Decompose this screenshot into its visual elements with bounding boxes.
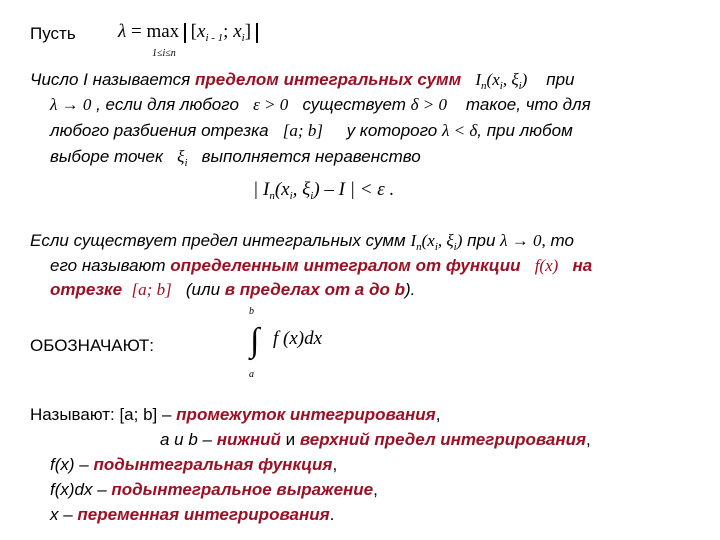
names-line-4 xyxy=(50,480,378,500)
lower-limit: a xyxy=(249,369,254,380)
def-text-2a: , если для любого xyxy=(96,95,239,114)
int-text-2a: его называют xyxy=(50,256,171,275)
term-on: на xyxy=(572,256,593,275)
notation-label: ОБОЗНАЧАЮТ: xyxy=(30,336,154,355)
int-text-1a: Если существует предел интегральных сумм xyxy=(30,231,406,250)
integrand-expression: f (x)dx xyxy=(273,328,323,349)
int-lambda: λ → 0, xyxy=(500,231,546,250)
segment-ab-red: [a; b] xyxy=(131,280,172,299)
names-comma-2: , xyxy=(586,430,591,449)
limit-inequality xyxy=(253,180,394,202)
lambda-definition xyxy=(118,22,258,44)
term-upper-limit: верхний предел интегрирования xyxy=(299,430,587,449)
int-pri: при xyxy=(467,231,496,250)
epsilon-cond: ε > 0 xyxy=(253,95,289,114)
func-fx: f(x) xyxy=(534,256,559,275)
ineq-args: (x xyxy=(274,179,290,200)
int-xi: , ξ xyxy=(437,231,454,250)
bracket-close: ] xyxy=(244,21,252,42)
paren-close: ) xyxy=(521,70,528,89)
names-text-2a: a и b – xyxy=(160,430,217,449)
int-In: I xyxy=(410,231,417,250)
def-text-4a: выборе точек xyxy=(50,147,163,166)
names-and: и xyxy=(280,430,300,449)
segment-ab: [a; b] xyxy=(282,121,323,140)
term-integration-variable: переменная интегрирования xyxy=(77,505,330,524)
term-integrand-function: подынтегральная функция xyxy=(93,455,333,474)
ineq-i2: i xyxy=(310,190,314,202)
def-pri: при xyxy=(546,70,575,89)
int-text-3b: ). xyxy=(404,280,416,299)
term-integral-sum-limit: пределом интегральных сумм xyxy=(194,70,462,89)
int-n: n xyxy=(416,241,422,253)
names-line-1 xyxy=(30,405,440,425)
def-text-2c: такое, что для xyxy=(465,95,591,114)
def-text-3a: любого разбиения отрезка xyxy=(50,121,269,140)
delta-cond: δ > 0 xyxy=(410,95,447,114)
names-comma-4: , xyxy=(373,480,378,499)
int-text-3a: (или xyxy=(185,280,225,299)
ineq-open: | I xyxy=(253,179,270,200)
upper-limit: b xyxy=(249,306,254,317)
max-operator: max xyxy=(146,21,180,42)
def-text-3b: у которого xyxy=(346,121,438,140)
ineq-xi: , ξ xyxy=(292,179,311,200)
names-text-3a: f(x) – xyxy=(50,455,94,474)
term-limits-a-b: в пределах от a до b xyxy=(224,280,405,299)
term-integrand-expression: подынтегральное выражение xyxy=(111,480,374,499)
index-i: i xyxy=(241,32,245,44)
term-integration-interval: промежуток интегрирования xyxy=(176,405,436,424)
abs-bar-right2 xyxy=(257,23,258,43)
bracket-open: [ xyxy=(190,21,197,42)
integral-line-3 xyxy=(50,280,415,300)
def-text-4b: выполняется неравенство xyxy=(201,147,421,166)
int-to: то xyxy=(550,231,574,250)
i-subscript: i xyxy=(499,80,503,92)
In-symbol: I xyxy=(475,70,482,89)
def-text-1: Число I называется xyxy=(30,70,195,89)
def-line-3 xyxy=(50,121,573,141)
def-text-2b: существует xyxy=(302,95,406,114)
x-variable-2: x xyxy=(233,21,242,42)
int-close: ) xyxy=(456,231,463,250)
index-i-minus-1: i - 1 xyxy=(205,32,224,44)
let-label: Пусть xyxy=(30,24,76,43)
def-line-1 xyxy=(30,70,575,92)
i-subscript-2: i xyxy=(518,80,522,92)
separator: ; xyxy=(223,21,234,42)
args: (x xyxy=(486,70,500,89)
lambda-less-delta: λ < δ xyxy=(442,121,478,140)
equals-sign: = xyxy=(130,21,142,42)
let-line xyxy=(30,24,76,44)
lambda-to-zero: λ → 0 xyxy=(50,95,92,114)
def-line-2 xyxy=(50,95,591,115)
xi-symbol: , ξ xyxy=(502,70,519,89)
lambda-symbol: λ xyxy=(118,21,127,42)
integral-line-2 xyxy=(50,256,592,276)
term-definite-integral: определенным интегралом от функции xyxy=(170,256,521,275)
x-variable: x xyxy=(197,21,206,42)
ineq-close: ) – I | < ε . xyxy=(313,179,395,200)
int-i2: i xyxy=(453,241,457,253)
term-lower: нижний xyxy=(216,430,281,449)
names-text-4a: f(x)dx – xyxy=(50,480,112,499)
names-period: . xyxy=(329,505,335,524)
names-text-1a: Называют: [a; b] – xyxy=(30,405,177,424)
term-segment: отрезке xyxy=(50,280,123,299)
integral-line-1 xyxy=(30,231,574,253)
names-text-5a: x – xyxy=(50,505,78,524)
def-line-4 xyxy=(50,147,421,169)
integral-sign: ∫ xyxy=(250,322,260,359)
names-line-2 xyxy=(160,430,591,450)
xi-points: ξ xyxy=(177,147,185,166)
ineq-n: n xyxy=(269,190,275,202)
names-comma-3: , xyxy=(332,455,338,474)
abs-bar-left2 xyxy=(185,23,186,43)
names-line-5 xyxy=(50,505,334,525)
int-i1: i xyxy=(434,241,438,253)
xi-index: i xyxy=(184,157,188,169)
int-args: (x xyxy=(421,231,435,250)
def-text-3c: , при любом xyxy=(477,121,573,140)
names-comma-1: , xyxy=(435,405,441,424)
max-range: 1≤i≤n xyxy=(152,48,176,59)
n-subscript: n xyxy=(481,80,487,92)
ineq-i1: i xyxy=(289,190,293,202)
names-line-3 xyxy=(50,455,337,475)
